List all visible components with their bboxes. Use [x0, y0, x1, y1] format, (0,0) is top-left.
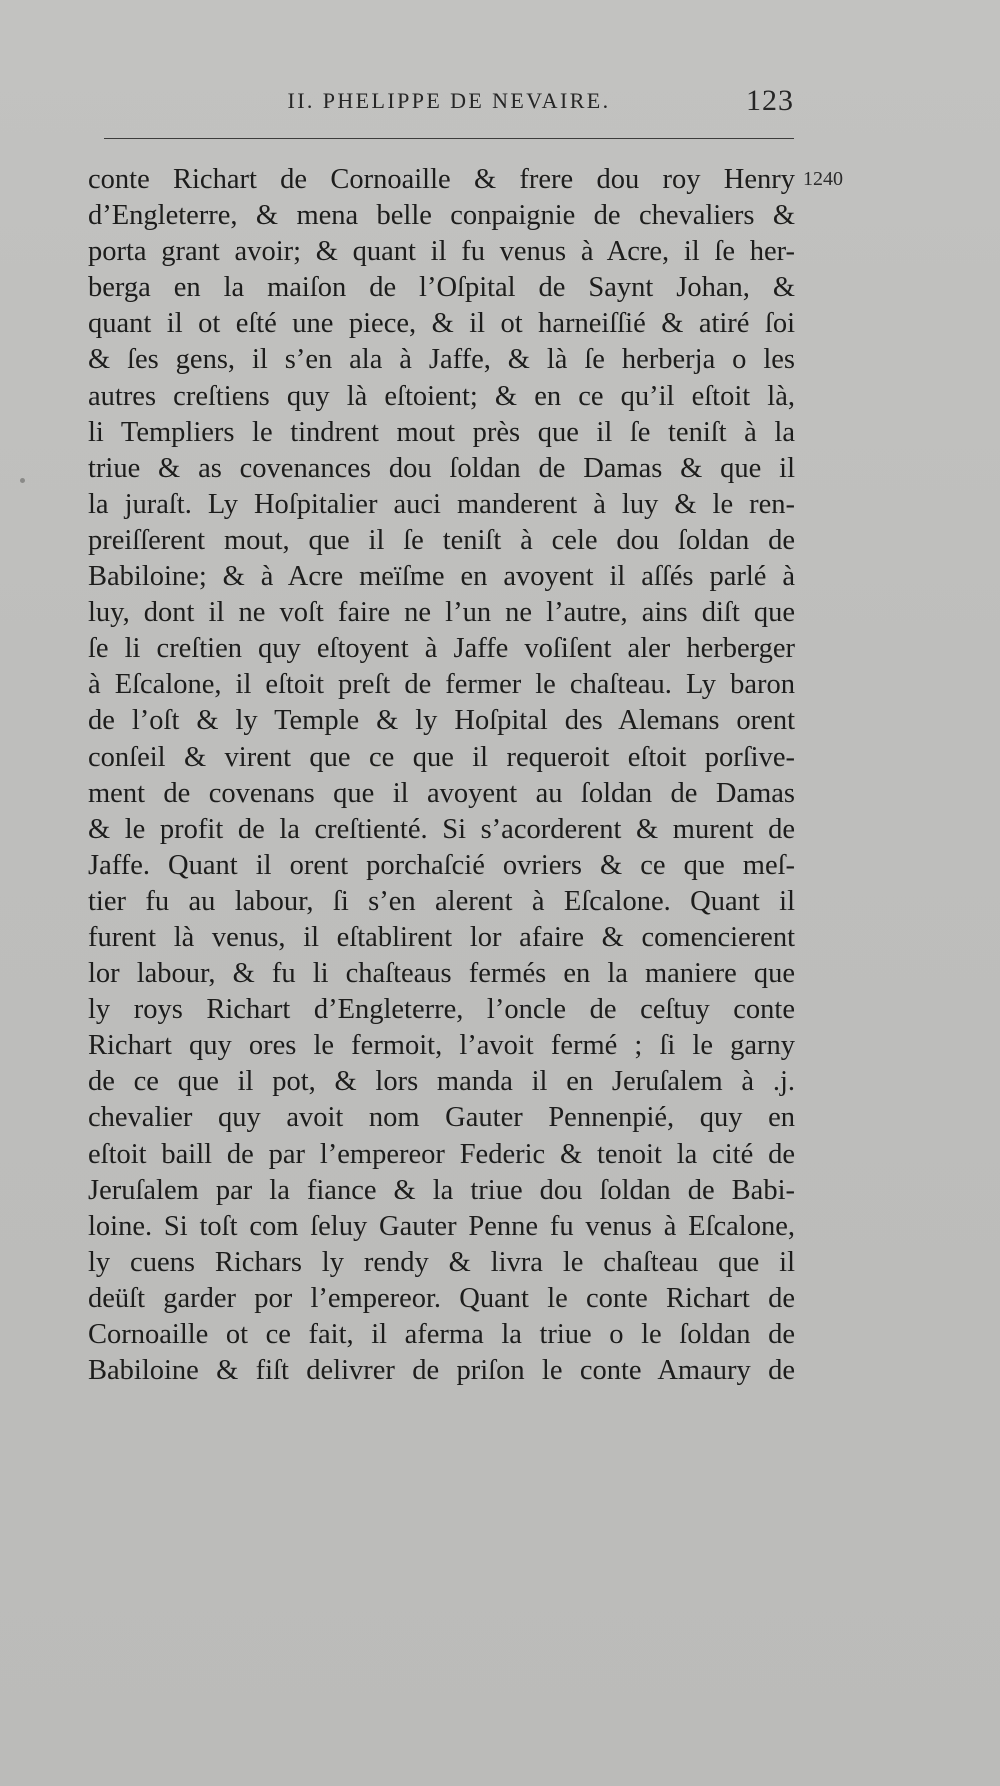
text-line: de l’oſt & ly Temple & ly Hoſpital des Alemans orent	[88, 705, 795, 737]
text-line: & le profit de la creſtienté. Si s’acorderent & murent de	[88, 813, 795, 845]
header-rule	[104, 138, 794, 139]
text-line: de ce que il pot, & lors manda il en Jeruſalem à .j.	[88, 1066, 795, 1098]
text-line: li Templiers le tindrent mout près que il ſe teniſt à la	[88, 416, 795, 448]
page-number: 123	[746, 84, 794, 117]
text-line: tier fu au labour, ſi s’en alerent à Eſcalone. Quant il	[88, 885, 795, 917]
text-line: d’Engleterre, & mena belle conpaignie de chevaliers &	[88, 200, 795, 232]
text-line: conſeil & virent que ce que il requeroit eſtoit porſive-	[88, 741, 795, 773]
text-line: Babiloine & fiſt delivrer de priſon le conte Amaury de	[88, 1355, 795, 1387]
text-line: à Eſcalone, il eſtoit preſt de fermer le chaſteau. Ly baron	[88, 669, 795, 701]
text-line: luy, dont il ne voſt faire ne l’un ne l’autre, ains diſt que	[88, 597, 795, 629]
text-line: furent là venus, il eſtablirent lor afaire & comencierent	[88, 921, 795, 953]
text-line: lor labour, & fu li chaſteaus fermés en la maniere que	[88, 958, 795, 990]
text-line: Babiloine; & à Acre meïſme en avoyent il aſſés parlé à	[88, 561, 795, 593]
text-line: porta grant avoir; & quant il fu venus à Acre, il ſe her-	[88, 236, 795, 268]
text-line: Richart quy ores le fermoit, l’avoit fermé ; ſi le garny	[88, 1030, 795, 1062]
running-title: II. PHELIPPE DE NEVAIRE.	[287, 88, 611, 113]
text-line: & ſes gens, il s’en ala à Jaffe, & là ſe herberja o les	[88, 344, 795, 376]
text-line: conte Richart de Cornoaille & frere dou roy Henry	[88, 164, 795, 195]
text-line: Jaffe. Quant il orent porchaſcié ovriers & ce que meſ-	[88, 849, 795, 881]
text-line: berga en la maiſon de l’Oſpital de Saynt Johan, &	[88, 272, 795, 304]
text-line: Jeruſalem par la fiance & la triue dou ſoldan de Babi-	[88, 1174, 795, 1206]
ink-speck	[20, 478, 25, 483]
text-line: Cornoaille ot ce fait, il aferma la triue o le ſoldan de	[88, 1319, 795, 1350]
text-line: deüſt garder por l’empereor. Quant le conte Richart de	[88, 1282, 795, 1314]
text-line: preiſſerent mout, que il ſe teniſt à cele dou ſoldan de	[88, 524, 795, 556]
text-line: ment de covenans que il avoyent au ſoldan de Damas	[88, 777, 795, 809]
text-line: triue & as covenances dou ſoldan de Damas & que il	[88, 452, 795, 484]
text-line: ſe li creſtien quy eſtoyent à Jaffe voſiſent aler herberger	[88, 633, 795, 665]
text-line: eſtoit baill de par l’empereor Federic & tenoit la cité de	[88, 1138, 795, 1170]
running-head	[104, 84, 794, 124]
text-line: loine. Si toſt com ſeluy Gauter Penne fu venus à Eſcalone,	[88, 1210, 795, 1242]
text-line: la juraſt. Ly Hoſpitalier auci manderent à luy & le ren-	[88, 488, 795, 520]
text-line: quant il ot eſté une piece, & il ot harneiſſié & atiré ſoi	[88, 308, 795, 340]
text-line: autres creſtiens quy là eſtoient; & en ce qu’il eſtoit là,	[88, 380, 795, 412]
text-line: chevalier quy avoit nom Gauter Pennenpié, quy en	[88, 1102, 795, 1134]
text-line: ly cuens Richars ly rendy & livra le chaſteau que il	[88, 1246, 795, 1278]
margin-year-note: 1240	[803, 168, 843, 190]
text-line: ly roys Richart d’Engleterre, l’oncle de ceſtuy conte	[88, 994, 795, 1026]
body-text	[88, 162, 795, 1389]
